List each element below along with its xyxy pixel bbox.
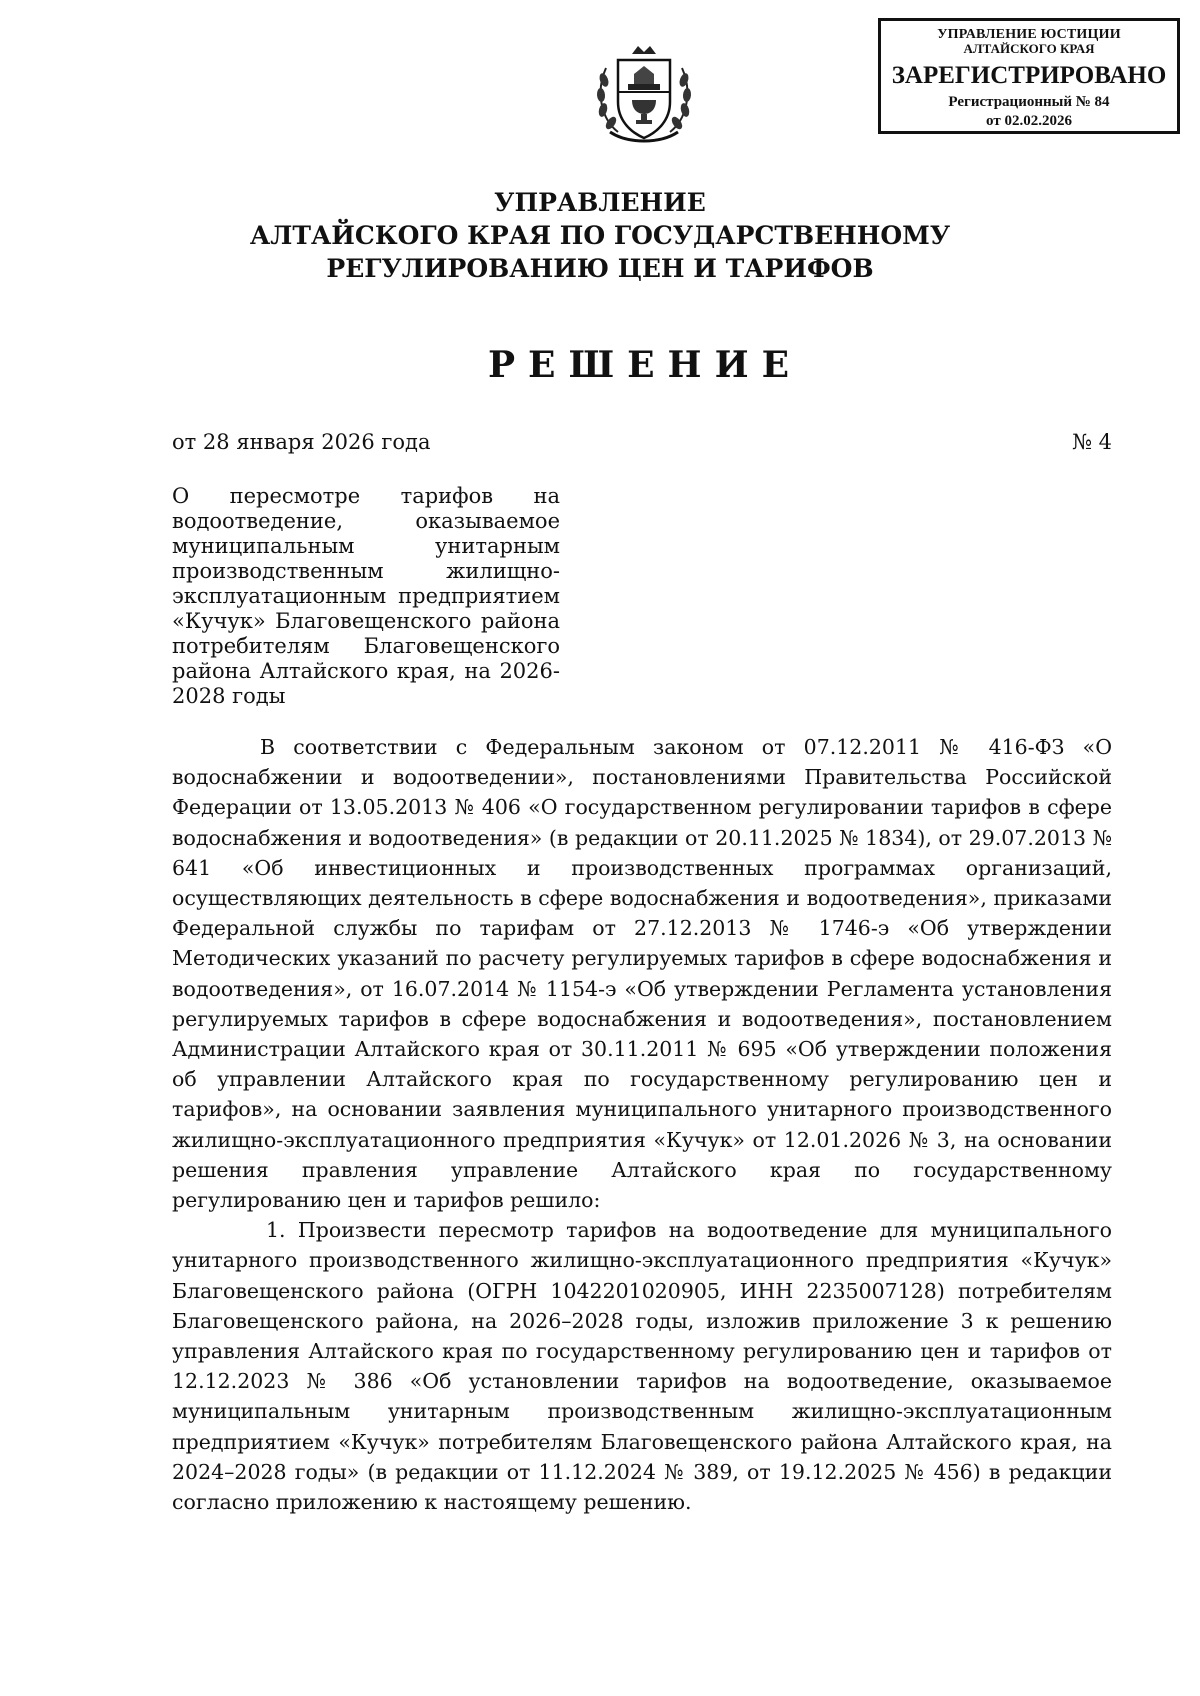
- document-subject: О пересмотре тарифов на водоотведение, оказываемое муниципальным унитарным производственным жилищно-эксплуатационным предприятием «Кучук» Благовещенского района потребителям Благовещенского района Алтайского края, на 2026-2028 годы: [172, 484, 560, 708]
- decision-item-1: 1. Произвести пересмотр тарифов на водоотведение для муниципального унитарного производственного жилищно-эксплуатационного предприятия «Кучук» Благовещенского района (ОГРН 1042201020905, ИНН 2235007128) потребителям Благовещенского района, на 2026–2028 годы, изложив приложение 3 к решению управления Алтайского края по государственному регулированию цен и тарифов от 12.12.2023 № 386 «Об установлении тарифов на водоотведение, оказываемое муниципальным унитарным производственным жилищно-эксплуатационным предприятием «Кучук» потребителям Благовещенского района Алтайского края, на 2024–2028 годы» (в редакции от 11.12.2024 № 389, от 19.12.2025 № 456) в редакции согласно приложению к настоящему решению.: [172, 1218, 1112, 1515]
- document-date: от 28 января 2026 года: [172, 430, 431, 454]
- document-body: [172, 732, 1112, 1517]
- stamp-status: ЗАРЕГИСТРИРОВАНО: [891, 62, 1167, 89]
- issuing-authority: [0, 186, 1200, 285]
- registration-stamp: [878, 18, 1180, 134]
- stamp-region: АЛТАЙСКОГО КРАЯ: [963, 41, 1095, 56]
- authority-line-2: АЛТАЙСКОГО КРАЯ ПО ГОСУДАРСТВЕННОМУ: [249, 221, 951, 250]
- stamp-reg-number: Регистрационный № 84: [948, 94, 1110, 110]
- document-meta: [172, 430, 1112, 454]
- altai-krai-coat-of-arms-icon: [588, 40, 700, 152]
- document-type: РЕШЕНИЕ: [487, 344, 803, 386]
- document-number: № 4: [1072, 430, 1112, 454]
- stamp-reg-date: от 02.02.2026: [986, 113, 1072, 129]
- authority-line-1: УПРАВЛЕНИЕ: [494, 188, 706, 217]
- authority-line-3: РЕГУЛИРОВАНИЮ ЦЕН И ТАРИФОВ: [326, 254, 874, 283]
- preamble-paragraph: В соответствии с Федеральным законом от 07.12.2011 № 416-ФЗ «О водоснабжении и водоотведении», постановлениями Правительства Российской Федерации от 13.05.2013 № 406 «О государственном регулировании тарифов в сфере водоснабжения и водоотведения» (в редакции от 20.11.2025 № 1834), от 29.07.2013 № 641 «Об инвестиционных и производственных программах организаций, осуществляющих деятельность в сфере водоснабжения и водоотведения», приказами Федеральной службы по тарифам от 27.12.2013 № 1746-э «Об утверждении Методических указаний по расчету регулируемых тарифов в сфере водоснабжения и водоотведения», от 16.07.2014 № 1154-э «Об утверждении Регламента установления регулируемых тарифов в сфере водоснабжения и водоотведения», постановлением Администрации Алтайского края от 30.11.2011 № 695 «Об утверждении положения об управлении Алтайского края по государственному регулированию цен и тарифов», на основании заявления муниципального унитарного производственного жилищно-эксплуатационного предприятия «Кучук» от 12.01.2026 № 3, на основании решения правления управление Алтайского края по государственному регулированию цен и тарифов решило:: [172, 735, 1112, 1213]
- stamp-authority: УПРАВЛЕНИЕ ЮСТИЦИИ: [937, 27, 1121, 42]
